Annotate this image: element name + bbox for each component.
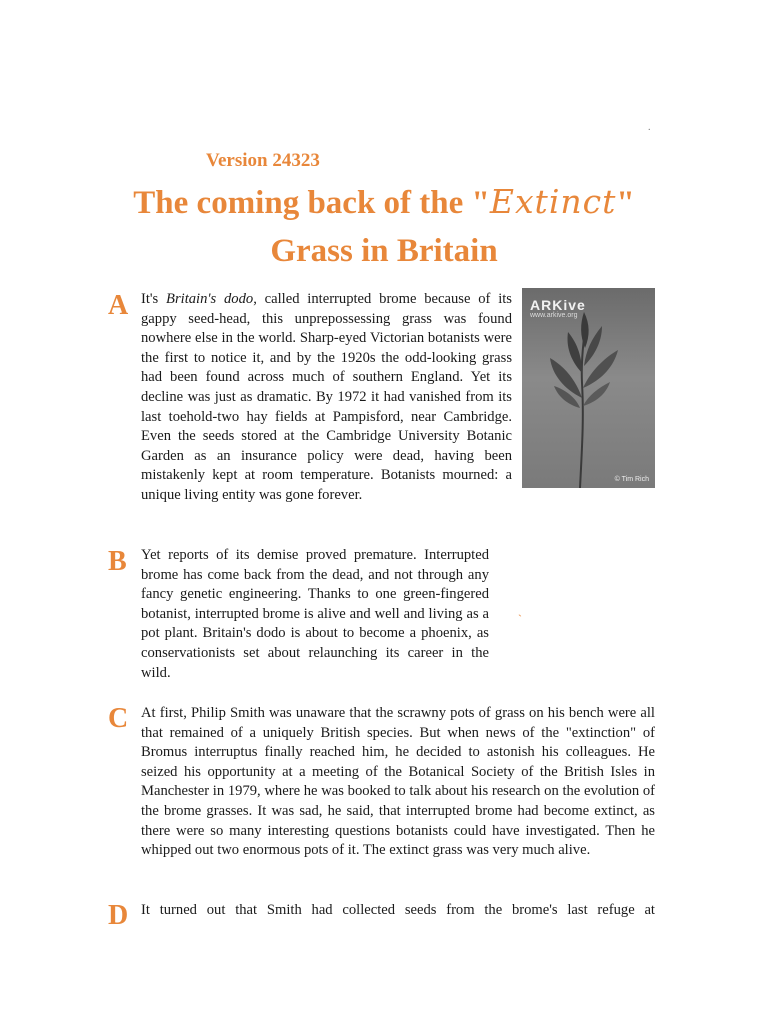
grass-photo <box>522 288 655 488</box>
section-a-text-start: It's <box>141 291 167 307</box>
section-a-paragraph <box>141 290 512 506</box>
section-a-text-rest: , called interrupted brome because of its gappy seed-head, this unprepossessing grass was found nowhere else in the world. Sharp-eyed Victorian botanists were the first to notice it, and by the 1920s the odd-looking grass had been found across much of southern England. Yet its decline was just as dramatic. By 1972 it had vanished from its last toehold-two hay fields at Pampisford, near Cambridge. Even the seeds stored at the Cambridge University Botanic Garden as an insurance policy were dead, having been mistakenly kept at room temperature. Botanists mourned: a unique living entity was gone forever. <box>141 291 512 503</box>
section-c-paragraph: At first, Philip Smith was unaware that the scrawny pots of grass on his bench were all that remained of a uniquely British species. But when news of the "extinction" of Bromus interruptus finally reached him, he decided to astonish his colleagues. He seized his opportunity at a meeting of the Botanical Society of the British Isles in Manchester in 1979, where he was booked to talk about his research on the evolution of the brome grasses. It was sad, he said, that interrupted brome had become extinct, as there were so many interesting questions botanists could have investigated. Then he whipped out two enormous pots of it. The extinct grass was very much alive. <box>141 705 655 859</box>
photo-credit: © Tim Rich <box>614 476 649 483</box>
section-letter-c: C <box>108 703 129 734</box>
section-letter-a: A <box>108 290 129 321</box>
title-script-word: Extinct <box>489 182 617 221</box>
arkive-url: www.arkive.org <box>530 312 578 319</box>
page-title-line1 <box>0 182 768 224</box>
section-letter-b: B <box>108 546 127 577</box>
section-d-paragraph: It turned out that Smith had collected seeds from the brome's last refuge at <box>141 902 655 918</box>
stray-mark: . <box>648 122 651 133</box>
title-text-end: " <box>616 185 635 221</box>
section-a-italic: Britain's dodo <box>166 291 254 307</box>
arkive-logo: ARKive <box>530 297 586 313</box>
page-title-line2: Grass in Britain <box>270 233 498 269</box>
stray-mark-orange: ` <box>518 612 522 626</box>
section-b-paragraph: Yet reports of its demise proved premature. Interrupted brome has come back from the dead, and not through any fancy genetic engineering. Thanks to one green-fingered botanist, interrupted brome is alive and well and living as a pot plant. Britain's dodo is about to become a phoenix, as conservationists set about relaunching its career in the wild. <box>141 547 489 681</box>
title-text-start: The coming back of the " <box>133 185 490 221</box>
section-letter-d: D <box>108 900 129 931</box>
version-label: Version 24323 <box>206 150 320 171</box>
